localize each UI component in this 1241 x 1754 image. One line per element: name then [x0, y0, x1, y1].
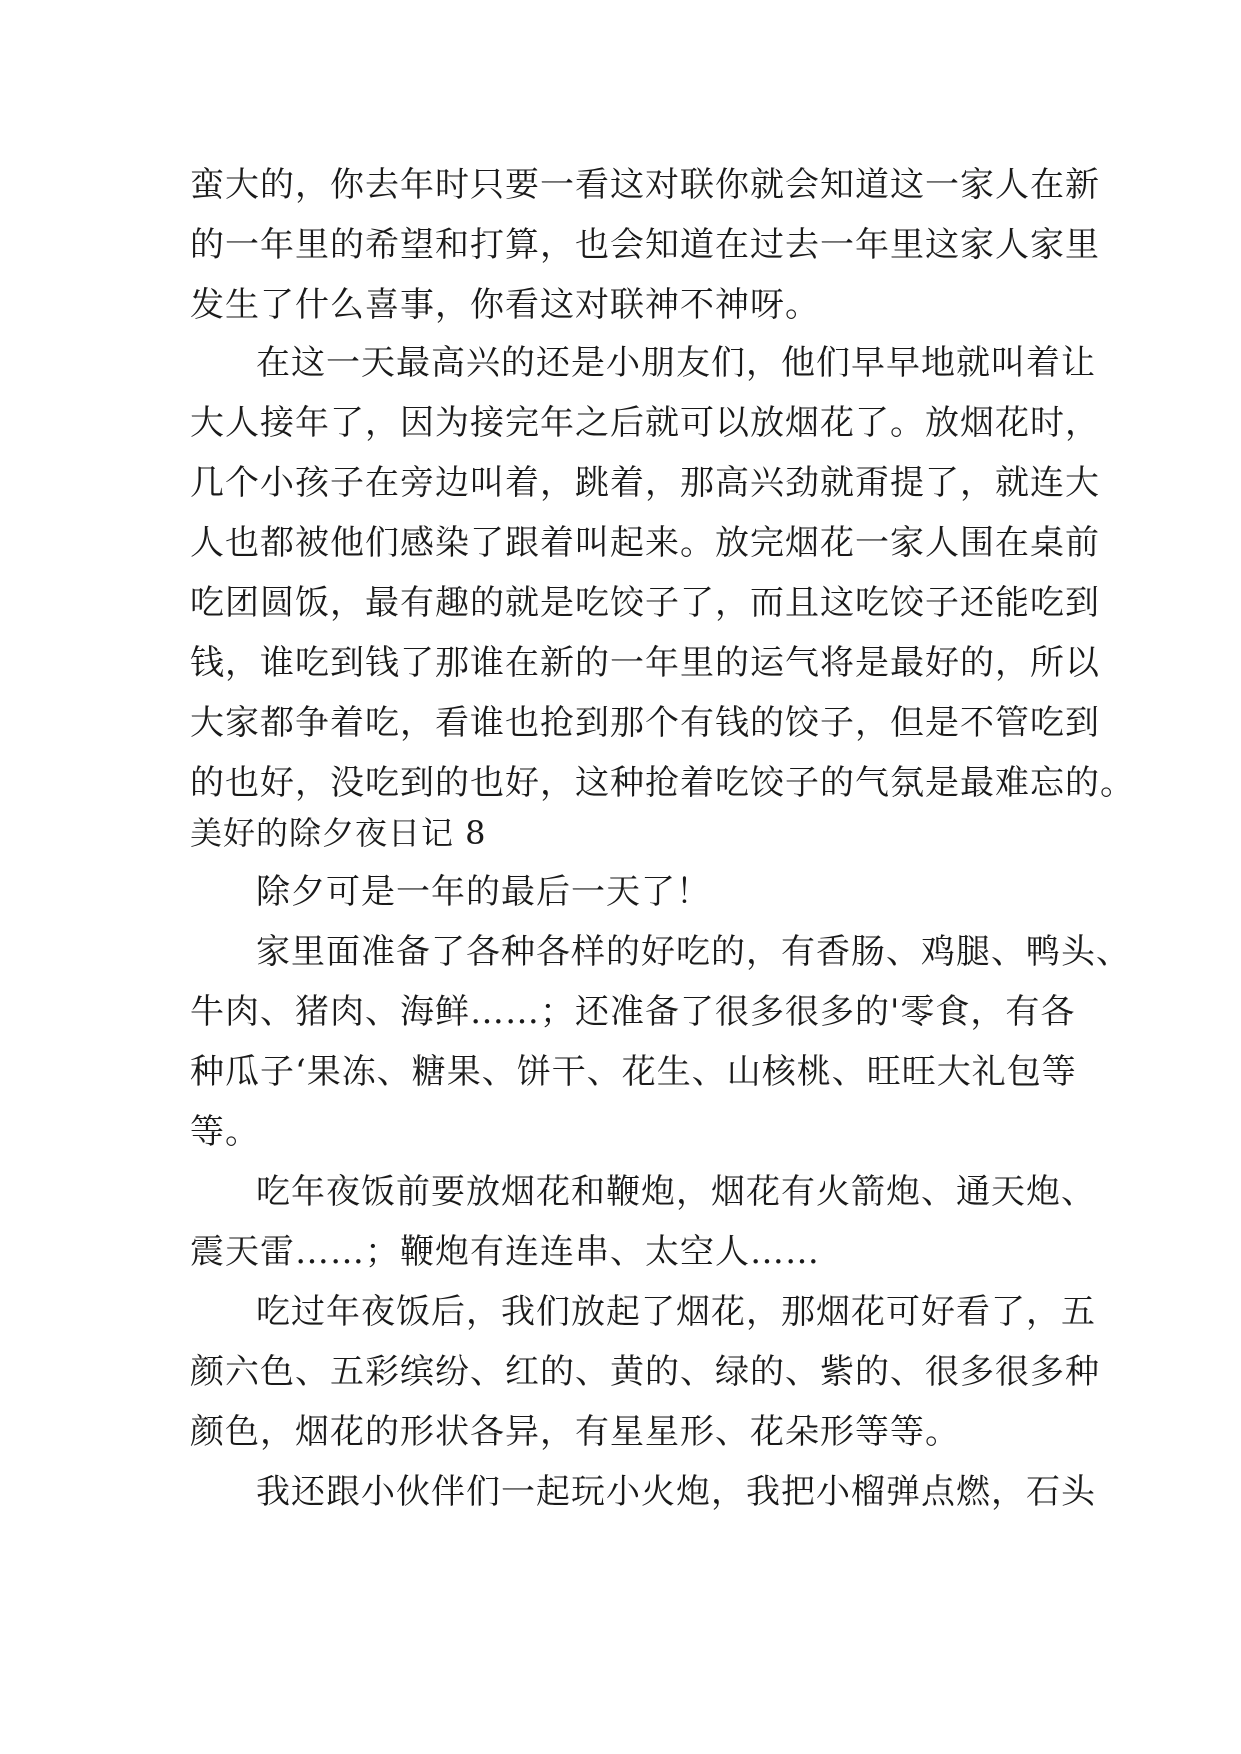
paragraph-children-fireworks — [190, 333, 1135, 813]
text-line: 颜色，烟花的形状各异，有星星形、花朵形等等。 — [190, 1412, 960, 1452]
text-line: 吃团圆饭，最有趣的就是吃饺子了，而且这吃饺子还能吃到 — [190, 583, 1100, 623]
text-line: 人也都被他们感染了跟着叫起来。放完烟花一家人围在桌前 — [190, 523, 1100, 563]
paragraph-new-years-eve — [190, 862, 1060, 922]
text-line: 颜六色、五彩缤纷、红的、黄的、绿的、紫的、很多很多种 — [190, 1352, 1100, 1392]
paragraph-firecrackers — [190, 1162, 1096, 1282]
text-line: 发生了什么喜事，你看这对联神不神呀。 — [190, 285, 820, 325]
paragraph-couplets — [190, 155, 1100, 335]
paragraph-fireworks-colors — [190, 1282, 1100, 1462]
text-line: 的也好，没吃到的也好，这种抢着吃饺子的气氛是最难忘的。 — [190, 763, 1135, 803]
section-heading-block — [190, 803, 1060, 863]
text-line: 钱，谁吃到钱了那谁在新的一年里的运气将是最好的，所以 — [190, 643, 1100, 683]
text-line: 在这一天最高兴的还是小朋友们，他们早早地就叫着让 — [256, 343, 1096, 383]
paragraph-playing — [190, 1462, 1096, 1522]
text-line: 大人接年了，因为接完年之后就可以放烟花了。放烟花时， — [190, 403, 1100, 443]
text-line: 震天雷……；鞭炮有连连串、太空人…… — [190, 1232, 820, 1272]
text-line: 牛肉、猪肉、海鲜……；还准备了很多很多的'零食，有各 — [190, 992, 1076, 1032]
text-line: 家里面准备了各种各样的好吃的，有香肠、鸡腿、鸭头、 — [256, 932, 1131, 972]
text-line: 的一年里的希望和打算，也会知道在过去一年里这家人家里 — [190, 225, 1100, 265]
paragraph-food — [190, 922, 1131, 1162]
section-heading: 美好的除夕夜日记 8 — [190, 814, 487, 852]
text-line: 蛮大的，你去年时只要一看这对联你就会知道这一家人在新 — [190, 165, 1100, 205]
text-line: 大家都争着吃，看谁也抢到那个有钱的饺子，但是不管吃到 — [190, 703, 1100, 743]
text-line: 种瓜子‘果冻、糖果、饼干、花生、山核桃、旺旺大礼包等 — [190, 1052, 1077, 1092]
text-line: 我还跟小伙伴们一起玩小火炮，我把小榴弹点燃，石头 — [256, 1472, 1096, 1512]
text-line: 等。 — [190, 1112, 260, 1152]
text-line: 几个小孩子在旁边叫着，跳着，那高兴劲就甭提了，就连大 — [190, 463, 1100, 503]
text-line: 吃年夜饭前要放烟花和鞭炮，烟花有火箭炮、通天炮、 — [256, 1172, 1096, 1212]
text-line: 吃过年夜饭后，我们放起了烟花，那烟花可好看了，五 — [256, 1292, 1096, 1332]
text-line: 除夕可是一年的最后一天了！ — [256, 872, 711, 912]
